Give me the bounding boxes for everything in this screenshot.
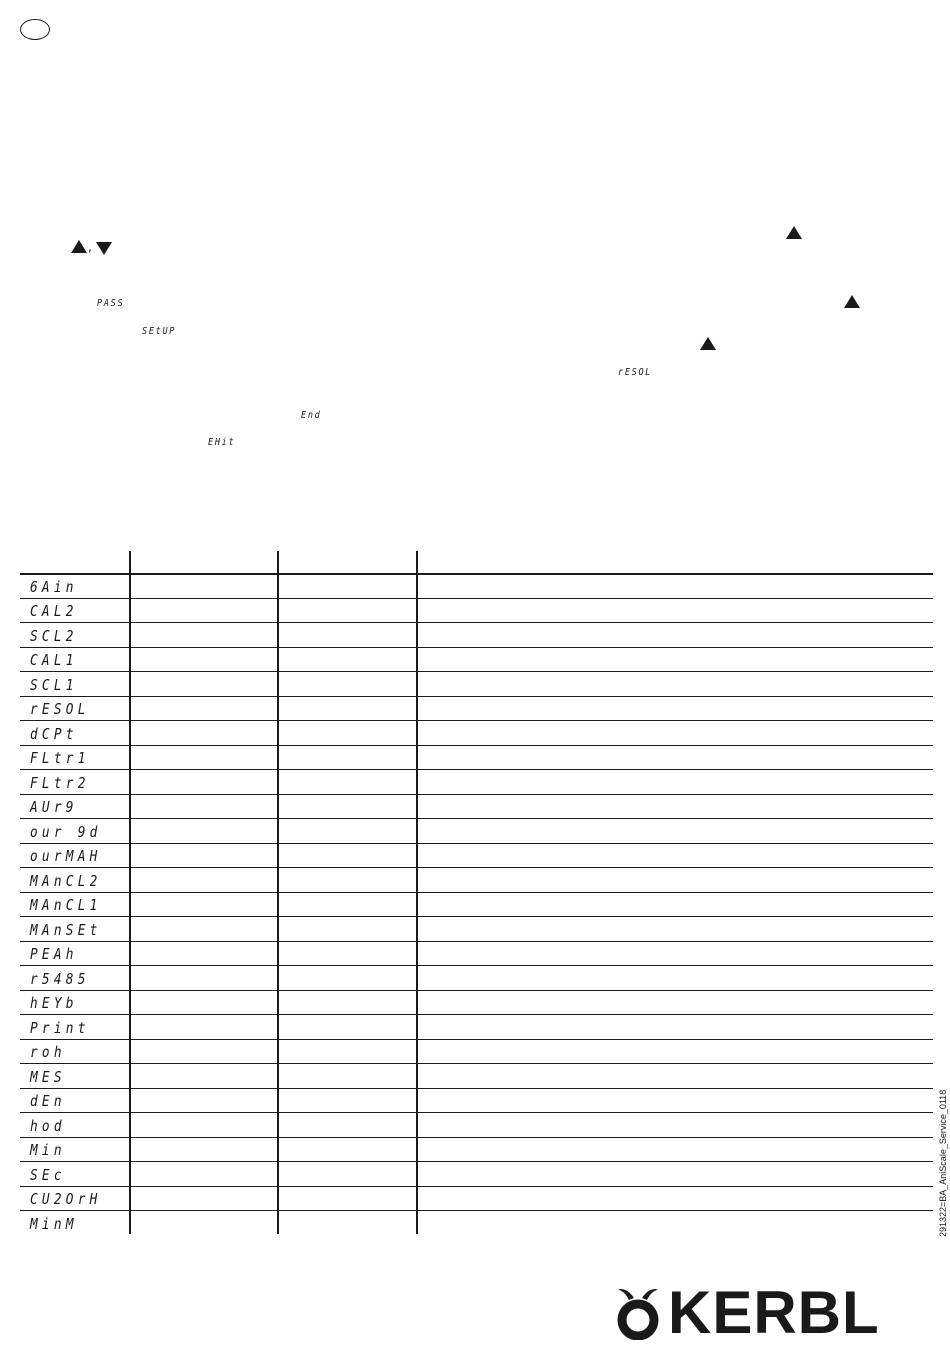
row-code: our 9d <box>30 823 102 841</box>
table-row <box>20 869 933 893</box>
display-end: End <box>301 410 322 421</box>
table-row <box>20 967 933 991</box>
table-row <box>20 599 933 623</box>
row-code: dEn <box>30 1092 66 1110</box>
row-code: CAL1 <box>30 651 78 669</box>
table-row <box>20 575 933 599</box>
row-code: hod <box>30 1117 66 1135</box>
document-code: 291322=BA_AniScale_Service_0118 <box>938 1089 948 1237</box>
table-row <box>20 1212 933 1236</box>
table-row <box>20 942 933 966</box>
table-row <box>20 673 933 697</box>
row-code: SCL1 <box>30 676 78 694</box>
row-code: MinM <box>30 1215 78 1233</box>
row-code: CAL2 <box>30 602 78 620</box>
table-row <box>20 1114 933 1138</box>
arrow-separator: , <box>88 240 92 254</box>
table-header-row <box>20 551 933 573</box>
row-code: FLtr1 <box>30 749 90 767</box>
table-row <box>20 1065 933 1089</box>
row-code: dCPt <box>30 725 78 743</box>
row-code: rESOL <box>30 700 90 718</box>
table-row <box>20 1163 933 1187</box>
row-code: CU2OrH <box>30 1190 102 1208</box>
table-row <box>20 820 933 844</box>
table-row <box>20 991 933 1015</box>
table-row <box>20 795 933 819</box>
row-code: MES <box>30 1068 66 1086</box>
table-row <box>20 771 933 795</box>
row-code: roh <box>30 1043 66 1061</box>
table-row <box>20 1040 933 1064</box>
display-pass: PASS <box>97 298 125 309</box>
table-row <box>20 1138 933 1162</box>
table-row <box>20 1089 933 1113</box>
row-code: AUr9 <box>30 798 78 816</box>
table-row <box>20 1187 933 1211</box>
row-code: MAnCL2 <box>30 872 102 890</box>
row-code: ourMAH <box>30 847 102 865</box>
table-row <box>20 893 933 917</box>
row-code: Min <box>30 1141 66 1159</box>
arrow-down-icon <box>96 242 112 255</box>
table-row <box>20 722 933 746</box>
row-code: PEAh <box>30 945 78 963</box>
table-row <box>20 746 933 770</box>
row-code: Print <box>30 1019 90 1037</box>
arrow-up-icon <box>786 226 802 239</box>
arrow-up-icon <box>844 295 860 308</box>
row-code: SEc <box>30 1166 66 1184</box>
row-code: MAnCL1 <box>30 896 102 914</box>
row-code: FLtr2 <box>30 774 90 792</box>
table-row <box>20 918 933 942</box>
arrow-up-icon <box>700 337 716 350</box>
row-code: r5485 <box>30 970 90 988</box>
display-exit: EHit <box>208 437 236 448</box>
row-code: MAnSEt <box>30 921 102 939</box>
table-row <box>20 648 933 672</box>
display-resol: rESOL <box>618 367 653 378</box>
language-badge <box>20 19 50 40</box>
table-row <box>20 844 933 868</box>
table-row <box>20 1016 933 1040</box>
arrow-up-icon <box>71 240 87 253</box>
row-code: hEYb <box>30 994 78 1012</box>
logo-text: KERBL <box>668 1279 880 1346</box>
row-code: SCL2 <box>30 627 78 645</box>
kerbl-cow-horns-icon <box>612 1288 666 1340</box>
display-setup: SEtUP <box>142 326 177 337</box>
table-row <box>20 624 933 648</box>
row-code: 6Ain <box>30 578 78 596</box>
table-row <box>20 697 933 721</box>
kerbl-logo <box>612 1279 932 1346</box>
